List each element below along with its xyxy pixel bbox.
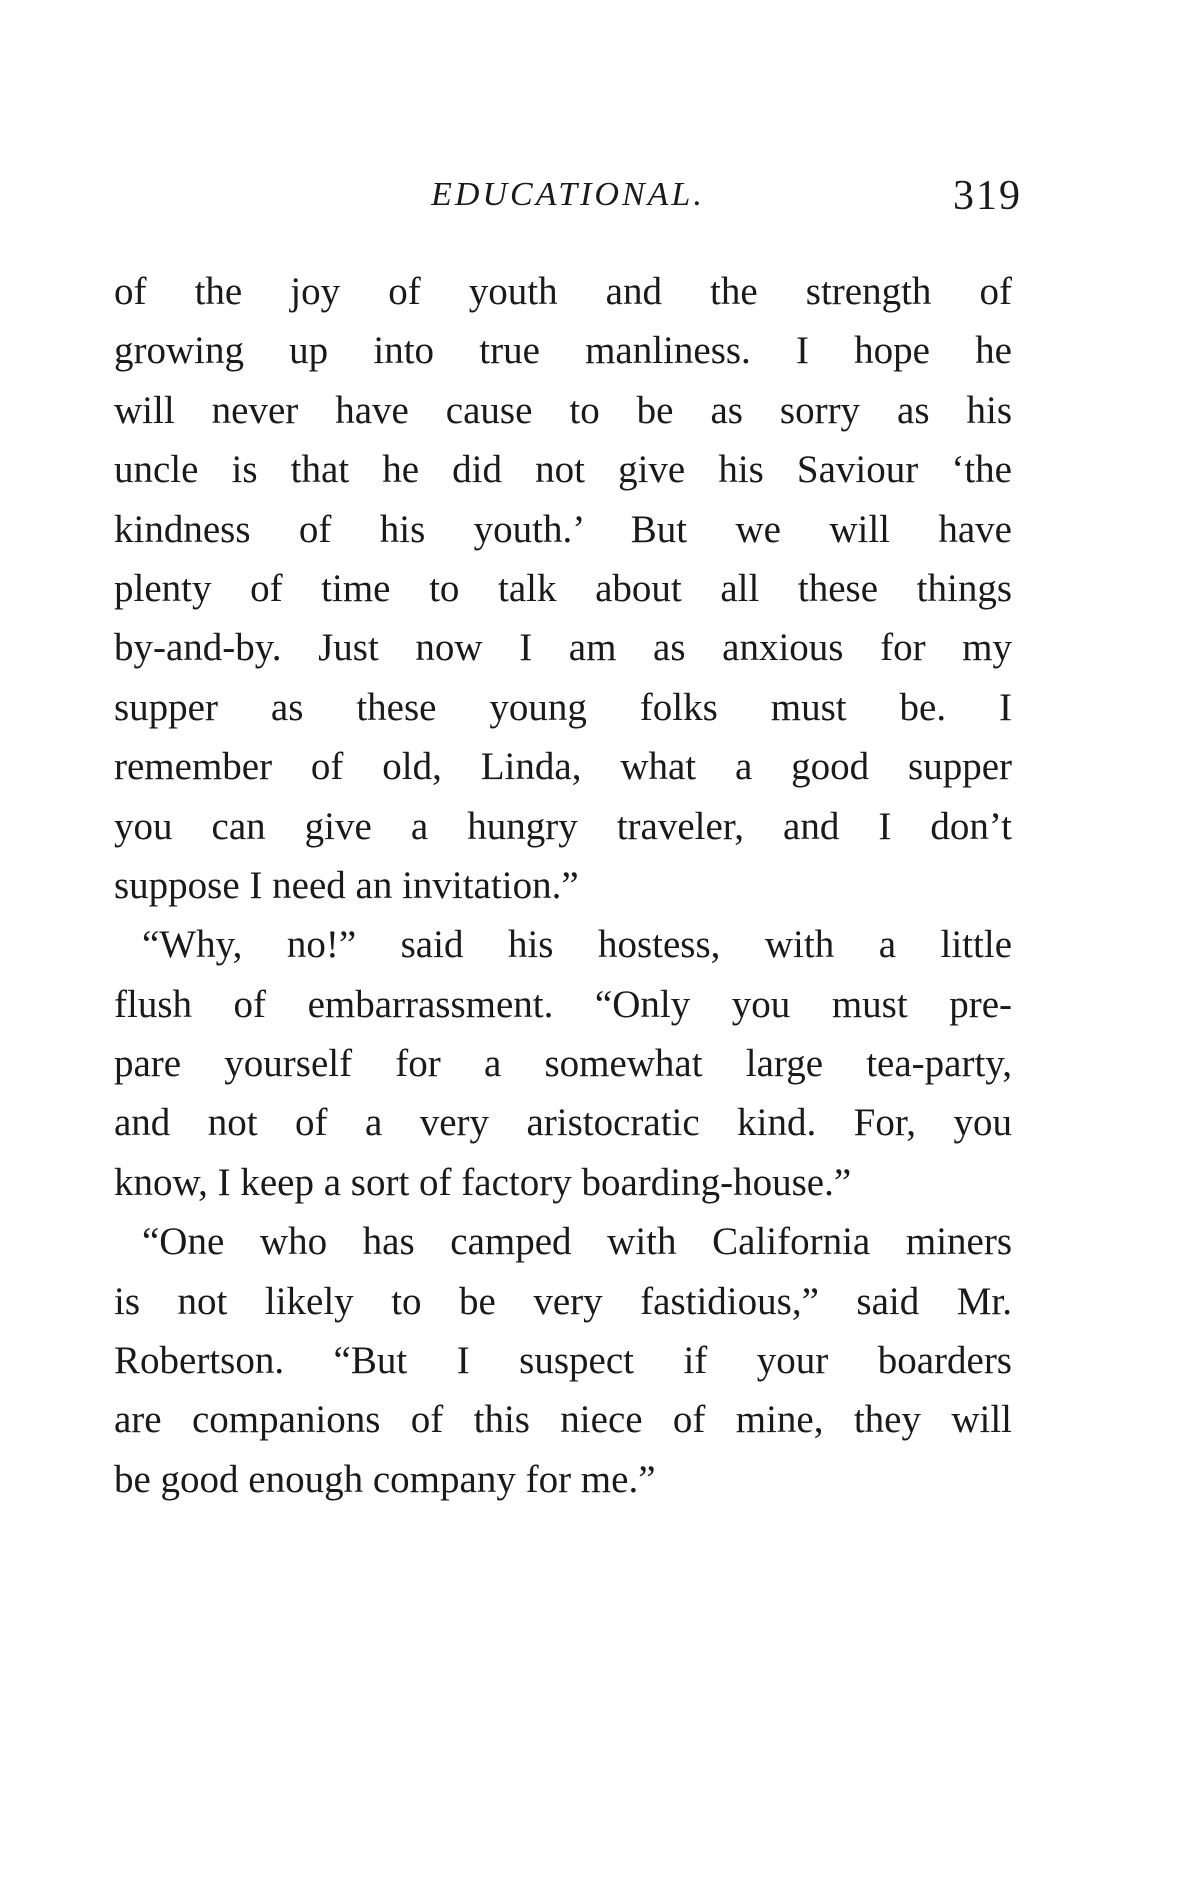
text-line: Robertson. “But I suspect if your boarders xyxy=(114,1339,1012,1383)
text-line: uncle is that he did not give his Saviour ‘the xyxy=(114,448,1012,492)
text-line: remember of old, Linda, what a good supper xyxy=(114,745,1012,789)
text-line: flush of embarrassment. “Only you must pre- xyxy=(114,982,1012,1026)
text-line: you can give a hungry traveler, and I don’t xyxy=(114,804,1012,848)
text-line: is not likely to be very fastidious,” said Mr. xyxy=(114,1279,1012,1323)
running-head xyxy=(114,172,1022,232)
text-line: and not of a very aristocratic kind. For, you xyxy=(114,1101,1012,1145)
paragraph-2 xyxy=(114,915,1012,1212)
text-line: know, I keep a sort of factory boarding-house.” xyxy=(114,1160,852,1204)
text-line: suppose I need an invitation.” xyxy=(114,863,579,907)
text-line: will never have cause to be as sorry as his xyxy=(114,388,1012,432)
text-line: kindness of his youth.’ But we will have xyxy=(114,507,1012,551)
text-line: be good enough company for me.” xyxy=(114,1457,656,1501)
text-line: “Why, no!” said his hostess, with a little xyxy=(142,923,1012,967)
body-text xyxy=(114,262,1012,1509)
text-line: growing up into true manliness. I hope he xyxy=(114,329,1012,373)
page-number: 319 xyxy=(953,173,1022,219)
text-line: are companions of this niece of mine, they will xyxy=(114,1398,1012,1442)
paragraph-1 xyxy=(114,262,1012,915)
text-line: by-and-by. Just now I am as anxious for my xyxy=(114,626,1012,670)
text-line: supper as these young folks must be. I xyxy=(114,685,1012,729)
text-line: pare yourself for a somewhat large tea-party, xyxy=(114,1042,1012,1086)
text-line: of the joy of youth and the strength of xyxy=(114,270,1012,313)
paragraph-3 xyxy=(114,1212,1012,1509)
text-line: plenty of time to talk about all these things xyxy=(114,566,1012,610)
text-line: “One who has camped with California miners xyxy=(142,1220,1012,1264)
running-title: EDUCATIONAL. xyxy=(431,176,705,213)
